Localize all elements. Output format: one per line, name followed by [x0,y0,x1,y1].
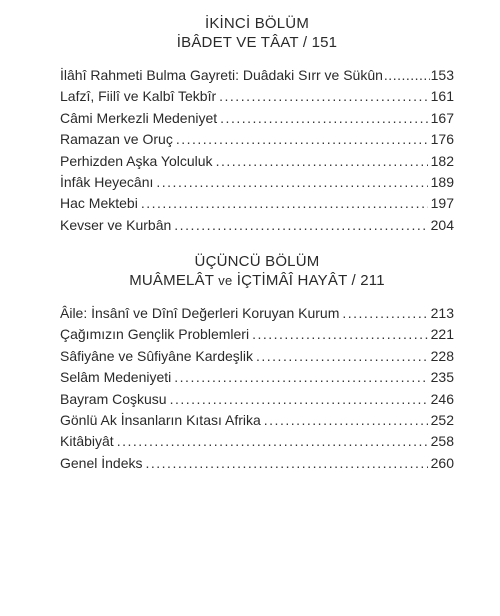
toc-entry[interactable] [60,391,454,412]
toc-entry-page: 176 [430,131,454,148]
toc-entry[interactable] [60,174,454,195]
subheading-conjunction: ve [218,273,233,288]
toc-entry[interactable] [60,348,454,369]
toc-entry-title: Câmi Merkezli Medeniyet [60,109,218,126]
toc-entry-page: 252 [430,411,454,428]
toc-entry-title: Hac Mektebi [60,195,138,212]
toc-entry-page: 197 [430,195,454,212]
toc-entry-page: 246 [430,390,454,407]
toc-entry[interactable] [60,88,454,109]
dot-leader [256,348,428,364]
toc-entry-title: Bayram Coşkusu [60,390,167,407]
toc-entry-page: 260 [430,454,454,471]
toc-entry[interactable] [60,433,454,454]
toc-list [60,67,454,238]
toc-entry[interactable] [60,369,454,390]
toc-entry[interactable] [60,455,454,476]
toc-entry[interactable] [60,110,454,131]
section-heading: ÜÇÜNCÜ BÖLÜM [194,253,320,270]
dot-leader [384,67,430,83]
toc-entry-title: Âile: İnsânî ve Dînî Değerleri Koruyan Kurum [60,305,340,321]
toc-entry-page: 153 [430,67,454,83]
toc-entry[interactable] [60,67,454,88]
section-subheading: İBÂDET VE TÂAT / 151 [176,34,338,51]
toc-entry-title: Perhizden Aşka Yolculuk [60,152,213,169]
toc-entry-page: 258 [430,433,454,450]
toc-entry-page: 204 [430,216,454,233]
toc-entry[interactable] [60,217,454,238]
dot-leader [176,131,428,147]
toc-entry-title: Gönlü Ak İnsanların Kıtası Afrika [60,411,261,428]
toc-entry[interactable] [60,326,454,347]
toc-list [60,305,454,476]
toc-entry-title: İlâhî Rahmeti Bulma Gayreti: Duâdaki Sırr ve Sükûn [60,67,383,83]
toc-entry-page: 221 [430,326,454,343]
section-heading: İKİNCİ BÖLÜM [204,15,310,32]
toc-entry-title: Sâfiyâne ve Sûfiyâne Kardeşlik [60,347,253,364]
subheading-part: İÇTİMÂÎ HAYÂT / 211 [236,272,385,289]
dot-leader [146,455,428,471]
toc-entry-title: Lafzî, Fiilî ve Kalbî Tekbîr [60,88,217,105]
dot-leader [174,369,427,385]
toc-entry-title: Kevser ve Kurbân [60,216,172,233]
toc-entry[interactable] [60,131,454,152]
toc-entry-title: Selâm Medeniyeti [60,369,172,386]
dot-leader [156,174,427,190]
dot-leader [220,110,427,126]
section-ucuncu-bolum [60,252,454,476]
dot-leader [141,195,428,211]
dot-leader [219,88,428,104]
dot-leader [216,153,428,169]
dot-leader [252,326,428,342]
dot-leader [264,412,428,428]
section-subheading [60,271,454,290]
toc-entry[interactable] [60,153,454,174]
toc-entry-title: Genel İndeks [60,454,143,471]
dot-leader [342,305,427,321]
subheading-part: MUÂMELÂT [129,272,214,289]
dot-leader [117,433,428,449]
toc-entry[interactable] [60,195,454,216]
toc-entry-title: Çağımızın Gençlik Problemleri [60,326,250,343]
section-ikinci-bolum [60,14,454,238]
toc-entry-page: 213 [430,305,454,321]
toc-entry-title: Kitâbiyât [60,433,114,450]
toc-entry-page: 161 [430,88,454,105]
toc-entry-page: 182 [430,152,454,169]
toc-entry-title: Ramazan ve Oruç [60,131,173,148]
toc-entry[interactable] [60,305,454,326]
toc-entry[interactable] [60,412,454,433]
toc-entry-title: İnfâk Heyecânı [60,173,154,190]
dot-leader [170,391,428,407]
toc-entry-page: 235 [430,369,454,386]
toc-entry-page: 189 [430,173,454,190]
toc-entry-page: 167 [430,109,454,126]
dot-leader [174,217,427,233]
toc-entry-page: 228 [430,347,454,364]
